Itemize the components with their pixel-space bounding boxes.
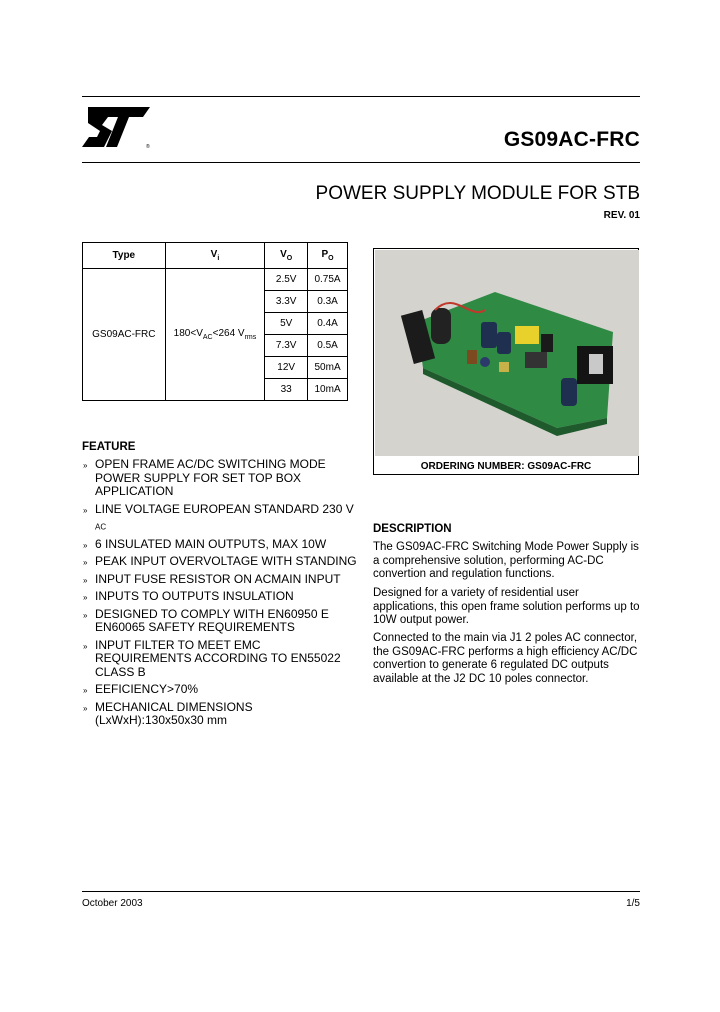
header-vo: $V_O$	[265, 243, 308, 269]
vo-cell: 7.3V	[265, 335, 308, 357]
description-heading: DESCRIPTION	[373, 523, 452, 535]
header-po: $P_O$	[308, 243, 348, 269]
document-title: POWER SUPPLY MODULE FOR STB	[315, 183, 640, 204]
description-paragraph: The GS09AC-FRC Switching Mode Power Supply is a comprehensive solution, performing AC-DC convertion and regulation functions.	[373, 541, 639, 581]
top-rule	[82, 96, 640, 97]
po-cell: 0.3A	[308, 291, 348, 313]
title-rule	[82, 162, 640, 163]
revision-label: REV. 01	[603, 210, 640, 221]
product-photo	[375, 250, 639, 456]
svg-text:®: ®	[146, 144, 150, 150]
table-row	[83, 269, 348, 291]
vo-cell: 33	[265, 379, 308, 401]
description-paragraph: Connected to the main via J1 2 poles AC connector, the GS09AC-FRC performs a high efficiency AC/DC convertion to generate 6 regulated DC outputs available at the J2 DC 10 poles connector.	[373, 632, 638, 685]
list-item: » LINE VOLTAGE EUROPEAN STANDARD 230 V $_{AC}$	[82, 503, 357, 534]
vo-cell: 3.3V	[265, 291, 308, 313]
ordering-number-caption: ORDERING NUMBER: GS09AC-FRC	[420, 461, 592, 472]
footer-rule	[82, 891, 640, 892]
header-vi: $V_i$	[165, 243, 265, 269]
vo-cell: 12V	[265, 357, 308, 379]
power-module-illustration	[375, 250, 639, 456]
po-cell: 0.4A	[308, 313, 348, 335]
list-item: » MECHANICAL DIMENSIONS (LxWxH):130x50x30 mm	[82, 701, 357, 728]
st-logo	[82, 103, 154, 151]
spec-header-row	[83, 243, 348, 269]
po-cell: 0.75A	[308, 269, 348, 291]
po-cell: 50mA	[308, 357, 348, 379]
feature-heading: FEATURE	[82, 441, 136, 453]
list-item: » PEAK INPUT OVERVOLTAGE WITH STANDING	[82, 555, 357, 569]
list-item: » OPEN FRAME AC/DC SWITCHING MODE POWER SUPPLY FOR SET TOP BOX APPLICATION	[82, 458, 357, 499]
type-cell: GS09AC-FRC	[83, 269, 166, 401]
list-item: » INPUTS TO OUTPUTS INSULATION	[82, 590, 357, 604]
list-item: » EEFICIENCY>70%	[82, 683, 357, 697]
vo-cell: 5V	[265, 313, 308, 335]
part-number: GS09AC-FRC	[503, 128, 640, 151]
po-cell: 0.5A	[308, 335, 348, 357]
list-item: » 6 INSULATED MAIN OUTPUTS, MAX 10W	[82, 538, 357, 552]
page-number: 1/5	[626, 898, 640, 909]
vi-cell: $180<V_{AC}<264$ $V_{rms}$	[165, 269, 265, 401]
vo-cell: 2.5V	[265, 269, 308, 291]
description-paragraph: Designed for a variety of residential user applications, this open frame solution performs up to 10W output power.	[373, 587, 640, 627]
list-item: » INPUT FUSE RESISTOR ON ACMAIN INPUT	[82, 573, 357, 587]
header-type: Type	[83, 243, 166, 269]
feature-list	[82, 458, 357, 732]
footer-date: October 2003	[82, 898, 143, 909]
spec-table	[82, 242, 348, 401]
product-figure	[373, 248, 639, 475]
list-item: » DESIGNED TO COMPLY WITH EN60950 E EN60065 SAFETY REQUIREMENTS	[82, 608, 357, 635]
list-item: » INPUT FILTER TO MEET EMC REQUIREMENTS ACCORDING TO EN55022 CLASS B	[82, 639, 357, 680]
po-cell: 10mA	[308, 379, 348, 401]
